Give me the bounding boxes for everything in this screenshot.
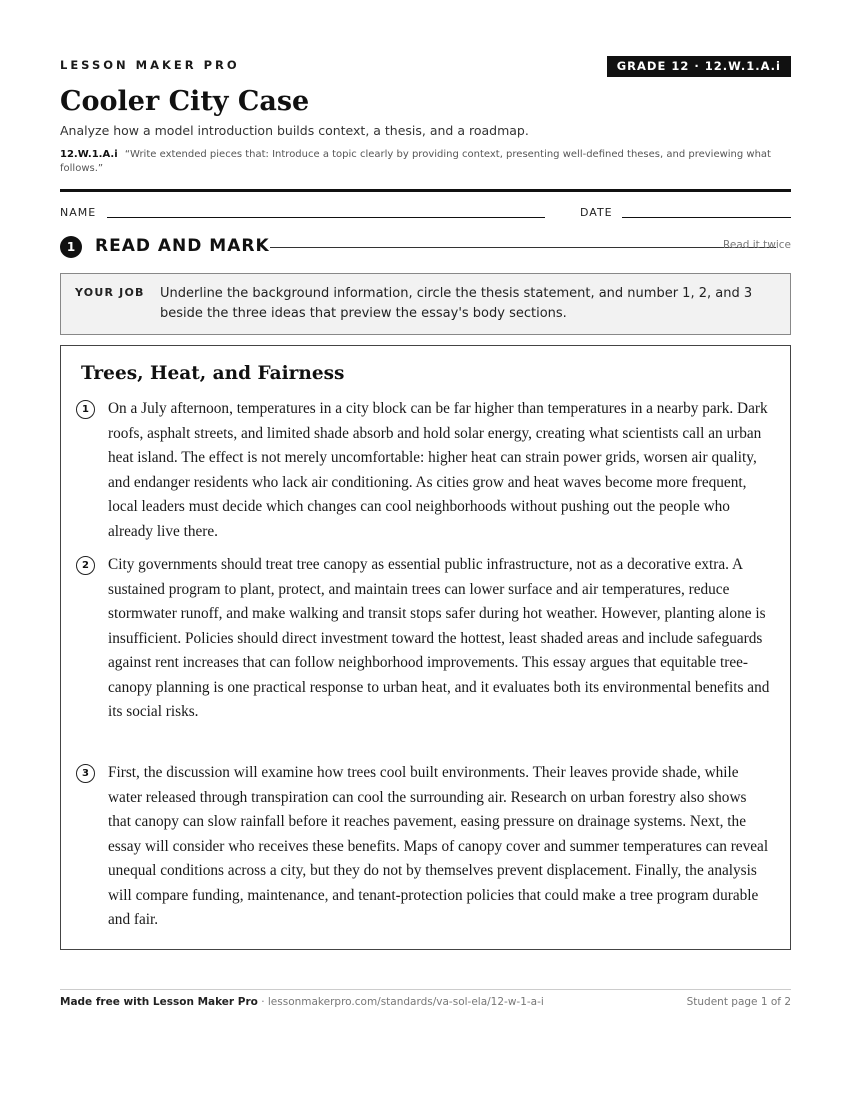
footer-divider: [60, 989, 791, 990]
section-note: Read it twice: [723, 239, 791, 251]
standard-code: 12.W.1.A.i: [60, 149, 118, 160]
name-date-row: [60, 206, 791, 222]
your-job-box: [60, 273, 791, 335]
section-divider: [270, 247, 776, 248]
passage-box: [60, 345, 791, 950]
your-job-label: YOUR JOB: [75, 286, 145, 299]
page-number: Student page 1 of 2: [686, 996, 791, 1008]
footer-credit: Made free with Lesson Maker Pro: [60, 996, 258, 1008]
standard-description: [60, 148, 791, 176]
passage-title: Trees, Heat, and Fairness: [81, 363, 345, 384]
date-field[interactable]: [622, 217, 791, 218]
section-title: READ AND MARK: [95, 236, 270, 256]
paragraph-number: 1: [76, 400, 95, 419]
paragraph-number: 2: [76, 556, 95, 575]
page-subtitle: Analyze how a model introduction builds context, a thesis, and a roadmap.: [60, 123, 529, 138]
paragraph-text: City governments should treat tree canopy as essential public infrastructure, not as a decorative extra. A sustained program to plant, protect, and maintain trees can lower surface and air temperatures, reduce stormwater runoff, and make walking and transit stops safer during hot weather. However, planting alone is insufficient. Policies should direct investment toward the hottest, least shaded areas and include safeguards against rent increases that can follow neighborhood improvements. This essay argues that equitable tree-canopy planning is one practical response to urban heat, and it evaluates both its environmental benefits and its social risks.: [108, 556, 770, 720]
header-divider: [60, 189, 791, 192]
footer-url[interactable]: · lessonmakerpro.com/standards/va-sol-ela/12-w-1-a-i: [257, 996, 544, 1008]
header-bar: [60, 56, 791, 78]
footer: [60, 996, 791, 1008]
name-label: NAME: [60, 206, 97, 219]
your-job-instructions: Underline the background information, circle the thesis statement, and number 1, 2, and 3 beside the three ideas that preview the essay's body sections.: [160, 286, 753, 321]
paragraph-number: 3: [76, 764, 95, 783]
name-field[interactable]: [107, 217, 545, 218]
paragraph-text: On a July afternoon, temperatures in a city block can be far higher than temperatures in a nearby park. Dark roofs, asphalt streets, and limited shade absorb and hold solar energy, creating what scientists call an urban heat island. The effect is not merely uncomfortable: higher heat can strain power grids, worsen air quality, and endanger residents who lack air conditioning. As cities grow and heat waves become more frequent, local leaders must decide which changes can cool neighborhoods without pushing out the people who already live there.: [108, 400, 768, 540]
standard-text: “Write extended pieces that: Introduce a topic clearly by providing context, presenting well-defined theses, and previewing what follows.”: [60, 149, 771, 174]
section-header: [60, 235, 791, 259]
brand-name: LESSON MAKER PRO: [60, 58, 240, 72]
date-label: DATE: [580, 206, 613, 219]
section-number-badge: 1: [60, 236, 82, 258]
paragraph-text: First, the discussion will examine how trees cool built environments. Their leaves provide shade, while water released through transpiration can cool the surrounding air. Research on urban forestry also shows that canopy can slow rainfall before it reaches pavement, easing pressure on drainage systems. Next, the essay will consider who receives these benefits. Maps of canopy cover and summer temperatures can reveal unequal conditions across a city, but they do not by themselves prevent displacement. Finally, the analysis will compare funding, maintenance, and tenant-protection policies that could make a tree program durable and fair.: [108, 764, 769, 928]
page-title: Cooler City Case: [60, 86, 310, 117]
grade-badge: GRADE 12 · 12.W.1.A.i: [607, 56, 791, 77]
